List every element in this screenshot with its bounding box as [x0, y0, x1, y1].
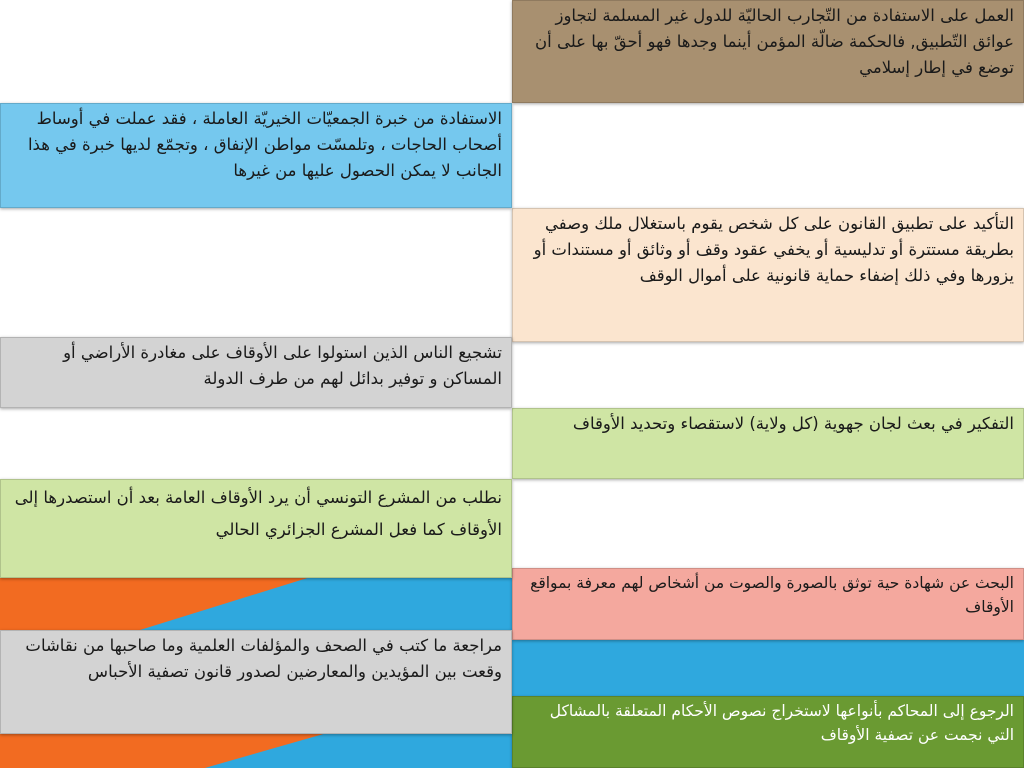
recommendation-box-9: الرجوع إلى المحاكم بأنواعها لاستخراج نصوص الأحكام المتعلقة بالمشاكل التي نجمت عن تصفية الأوقاف	[512, 696, 1024, 768]
recommendation-box-2: الاستفادة من خبرة الجمعيّات الخيريّة العاملة ، فقد عملت في أوساط أصحاب الحاجات ، وتلمسّت مواطن الإنفاق ، وتجمّع لديها خبرة في هذا الجانب لا يمكن الحصول عليها من غيرها	[0, 103, 512, 208]
recommendation-box-7: البحث عن شهادة حية توثق بالصورة والصوت من أشخاص لهم معرفة بمواقع الأوقاف	[512, 568, 1024, 640]
recommendation-box-4: تشجيع الناس الذين استولوا على الأوقاف على مغادرة الأراضي أو المساكن و توفير بدائل لهم من طرف الدولة	[0, 337, 512, 408]
recommendation-box-1: العمل على الاستفادة من التّجارب الحاليّة للدول غير المسلمة لتجاوز عوائق التّطبيق, فالحكمة ضالّة المؤمن أينما وجدها فهو أحقّ بها على أن توضع في إطار إسلامي	[512, 0, 1024, 103]
blue-band-right	[512, 640, 1024, 696]
recommendation-box-6: نطلب من المشرع التونسي أن يرد الأوقاف العامة بعد أن استصدرها إلى الأوقاف كما فعل المشرع الجزائري الحالي	[0, 479, 512, 578]
recommendation-box-5: التفكير في بعث لجان جهوية (كل ولاية) لاستقصاء وتحديد الأوقاف	[512, 408, 1024, 479]
recommendation-box-3: التأكيد على تطبيق القانون على كل شخص يقوم باستغلال ملك وصفي بطريقة مستترة أو تدليسية أو يخفي عقود وقف أو وثائق أو مستندات أو يزورها وفي ذلك إضفاء حماية قانونية على أموال الوقف	[512, 208, 1024, 342]
recommendation-box-8: مراجعة ما كتب في الصحف والمؤلفات العلمية وما صاحبها من نقاشات وقعت بين المؤيدين والمعارضين لصدور قانون تصفية الأحباس	[0, 630, 512, 734]
